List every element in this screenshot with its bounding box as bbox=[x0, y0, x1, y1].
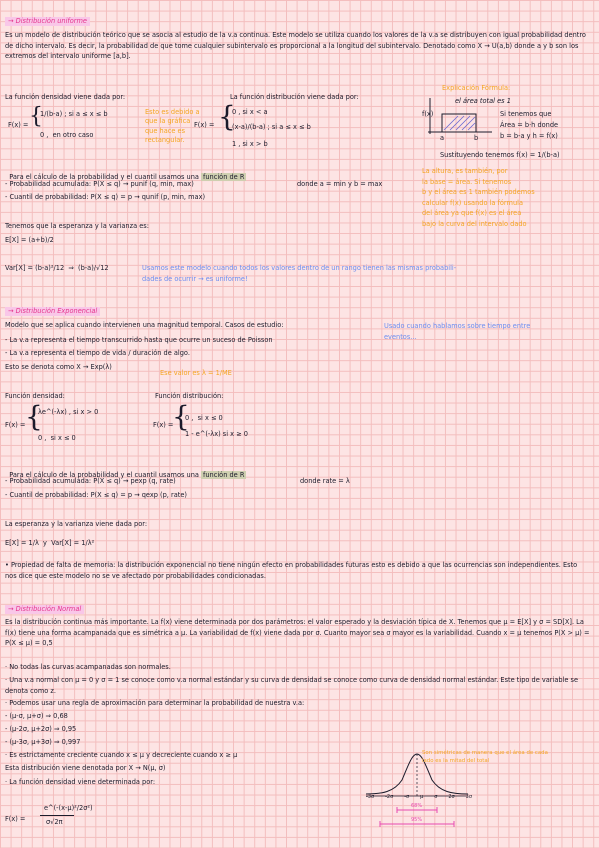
exponential-case-2: - La v.a representa el tiempo de vida / duración de algo. bbox=[5, 349, 190, 357]
tick-label: μ bbox=[420, 794, 424, 800]
exponential-where: donde rate = λ bbox=[300, 477, 350, 485]
uniform-prob-line: - Probabilidad acumulada: P(X ≤ q) → punif (q, min, max) bbox=[5, 180, 194, 188]
exponential-distribution-label: Función distribución: bbox=[155, 392, 224, 400]
brace-glyph: { bbox=[25, 400, 43, 433]
normal-density-numerator: e^(-(x-μ)²/2σ²) bbox=[44, 804, 93, 812]
normal-bullet-1: · No todas las curvas acampanadas son normales. bbox=[5, 663, 171, 671]
exponential-quantile-line: - Cuantil de probabilidad: P(X ≤ q) = p → qexp (p, rate) bbox=[5, 491, 187, 499]
exponential-distribution-case2: 1 - e^(-λx) si x ≥ 0 bbox=[185, 430, 248, 438]
normal-bullet-5: · La función densidad viene determinada por: bbox=[5, 778, 156, 786]
normal-bullet-3: · Podemos usar una regla de aproximación para determinar la probabilidad de nuestra v.a: bbox=[5, 699, 305, 707]
tick-label: -3σ bbox=[366, 794, 375, 800]
normal-rule-3: - (μ-3σ, μ+3σ) ⇒ 0,997 bbox=[5, 738, 81, 746]
exponential-density-fx: F(x) = bbox=[5, 421, 26, 429]
area-axis-a: a bbox=[440, 134, 445, 142]
area-orange-explanation: La altura, es también, por la base = área. Si tenemos b y el área es 1 también podemos calcular f(x) usando la fórmula del área ya que f(x) es el área bajo la curva del intervalo dado bbox=[422, 167, 535, 228]
uniform-variance: Var[X] = (b-a)²/12 ⇒ (b-a)/√12 bbox=[5, 264, 109, 272]
uniform-blue-note: Usamos este modelo cuando todos los valores dentro de un rango tienen las mismas probabili- dades de ocurrir → es uniforme! bbox=[142, 264, 457, 283]
tick-label: -2σ bbox=[385, 794, 394, 800]
tick-label: -σ bbox=[404, 794, 410, 800]
function-r-highlight: función de R bbox=[203, 471, 245, 480]
function-r-highlight: función de R bbox=[203, 173, 245, 182]
normal-intro: Es la distribución continua más importante. La f(x) viene determinada por dos parámetros: el valor esperado y la desviación típica de X. Tenemos que μ = E[X] y σ = SD[X]. La f(x) tiene una forma acampanada que es simétrica a μ. La variabilidad de f(x) viene dada por σ. Cuanto mayor sea σ mayor es la variabilidad. Cuando x = μ tenemos P(X > μ) = P(X ≤ μ) = 0,5 bbox=[5, 618, 590, 648]
exponential-prob-line: - Probabilidad acumulada: P(X ≤ q) → pexp (q, rate) bbox=[5, 477, 176, 485]
bell-curve-note: Son simétricas de manera que el área de cada lado es la mitad del total bbox=[422, 750, 548, 764]
section-heading-uniform: → Distribución uniforme bbox=[5, 17, 90, 26]
section-heading-normal: → Distribución Normal bbox=[5, 605, 84, 614]
exponential-memory-property: • Propiedad de falta de memoria: la distribución exponencial no tiene ningún efecto en probabilidades futuras esto es debido a que las ocurrencias son independientes. Esto nos dice que este modelo no se ve afectado por probabilidades condicionadas. bbox=[5, 561, 578, 580]
exponential-density-case2: 0 , si x ≤ 0 bbox=[38, 434, 76, 442]
area-text-1: Si tenemos que bbox=[500, 110, 552, 118]
normal-bullet-2: · Una v.a normal con μ = 0 y σ = 1 se conoce como v.a normal estándar y su curva de densidad se conoce como curva de densidad normal estándar. Este tipo de variable se denota como z. bbox=[5, 676, 579, 695]
area-axis-b: b bbox=[474, 134, 479, 142]
uniform-orange-note: Esto es debido a que la gráfica que hace es rectangular. bbox=[145, 108, 200, 145]
tick-label: σ bbox=[434, 794, 438, 800]
uniform-distribution-case3: 1 , si x > b bbox=[232, 140, 268, 148]
formula-explanation-title: Explicación Fórmula: bbox=[442, 84, 511, 92]
uniform-mean-label: Tenemos que la esperanza y la varianza es: bbox=[5, 222, 149, 230]
area-text-3: b = b-a y h = f(x) bbox=[500, 132, 558, 140]
uniform-distribution-case1: 0 , si x < a bbox=[232, 108, 268, 116]
exponential-r-calc-label: Para el cálculo de la probabilidad y el cuantil usamos una función de R bbox=[9, 471, 245, 480]
exponential-density-label: Función densidad: bbox=[5, 392, 65, 400]
exponential-lambda-note: Ese valor es λ = 1/ME bbox=[160, 369, 232, 377]
span-95-label: 95% bbox=[411, 817, 423, 823]
area-substitution: Sustituyendo tenemos f(x) = 1/(b-a) bbox=[440, 151, 560, 159]
uniform-intro: Es un modelo de distribución teórico que se asocia al estudio de la v.a continua. Este modelo se utiliza cuando los valores de la v.a se distribuyen con igual probabilidad dentro de dicho intervalo. Es decir, la probabilidad de que tome cualquier subintervalo es proporcional a la longitud del subintervalo. Denotado como X → U(a,b) donde a y b son los extremos del intervalo uniforme [a,b]. bbox=[5, 31, 586, 61]
normal-density-denominator: σ√2π bbox=[46, 818, 63, 826]
normal-bullet-4: · Es estrictamente creciente cuando x ≤ μ y decreciente cuando x ≥ μ bbox=[5, 751, 238, 759]
uniform-distribution-label: La función distribución viene dada por: bbox=[230, 93, 359, 101]
uniform-density-case1: 1/(b-a) ; si a ≤ x ≤ b bbox=[40, 110, 108, 118]
uniform-distribution-case2: (x-a)/(b-a) ; si a ≤ x ≤ b bbox=[232, 123, 311, 131]
exponential-blue-note: Usado cuando hablamos sobre tiempo entre eventos... bbox=[384, 322, 531, 341]
uniform-quantile-line: - Cuantil de probabilidad: P(X ≤ q) = p → qunif (p, min, max) bbox=[5, 193, 206, 201]
area-total-label: el área total es 1 bbox=[455, 97, 511, 105]
exponential-intro: Modelo que se aplica cuando intervienen una magnitud temporal. Casos de estudio: bbox=[5, 321, 284, 329]
normal-rule-2: - (μ-2σ, μ+2σ) ⇒ 0,95 bbox=[5, 725, 77, 733]
uniform-density-label: La función densidad viene dada por: bbox=[5, 93, 126, 101]
uniform-where: donde a = min y b = max bbox=[297, 180, 383, 188]
area-fx-axis: f(x) bbox=[422, 110, 434, 118]
brace-glyph: { bbox=[218, 100, 236, 133]
exponential-denote: Esto se denota como X → Exp(λ) bbox=[5, 363, 112, 371]
normal-denote: Esta distribución viene denotada por X → N(μ, σ) bbox=[5, 764, 166, 772]
normal-rule-1: - (μ-σ, μ+σ) ⇒ 0,68 bbox=[5, 712, 68, 720]
fraction-bar bbox=[40, 815, 74, 816]
exponential-case-1: - La v.a representa el tiempo transcurrido hasta que ocurre un suceso de Poisson bbox=[5, 336, 273, 344]
brace-glyph: { bbox=[29, 104, 43, 129]
exponential-mean: E[X] = 1/λ y Var[X] = 1/λ² bbox=[5, 539, 95, 547]
exponential-distribution-fx: F(x) = bbox=[153, 421, 174, 429]
normal-density-fx: F(x) = bbox=[5, 815, 26, 823]
section-heading-exponential: → Distribución Exponencial bbox=[5, 307, 100, 316]
uniform-density-fx: F(x) = bbox=[8, 121, 29, 129]
exponential-mean-label: La esperanza y la varianza viene dada por: bbox=[5, 520, 148, 528]
area-text-2: Área = b·h donde bbox=[500, 121, 559, 129]
exponential-distribution-case1: 0 , si x ≤ 0 bbox=[185, 414, 223, 422]
brace-glyph: { bbox=[172, 400, 190, 433]
uniform-density-case2: 0 , en otro caso bbox=[40, 131, 94, 139]
uniform-r-calc-label: Para el cálculo de la probabilidad y el cuantil usamos una función de R bbox=[9, 173, 245, 182]
uniform-distribution-fx: F(x) = bbox=[194, 121, 215, 129]
bell-curve-ticks bbox=[366, 794, 472, 800]
tick-label: 3σ bbox=[465, 794, 472, 800]
exponential-density-case1: λe^(-λx) , si x > 0 bbox=[38, 408, 99, 416]
tick-label: 2σ bbox=[448, 794, 455, 800]
span-68-label: 68% bbox=[411, 803, 423, 809]
uniform-mean: E[X] = (a+b)/2 bbox=[5, 236, 54, 244]
